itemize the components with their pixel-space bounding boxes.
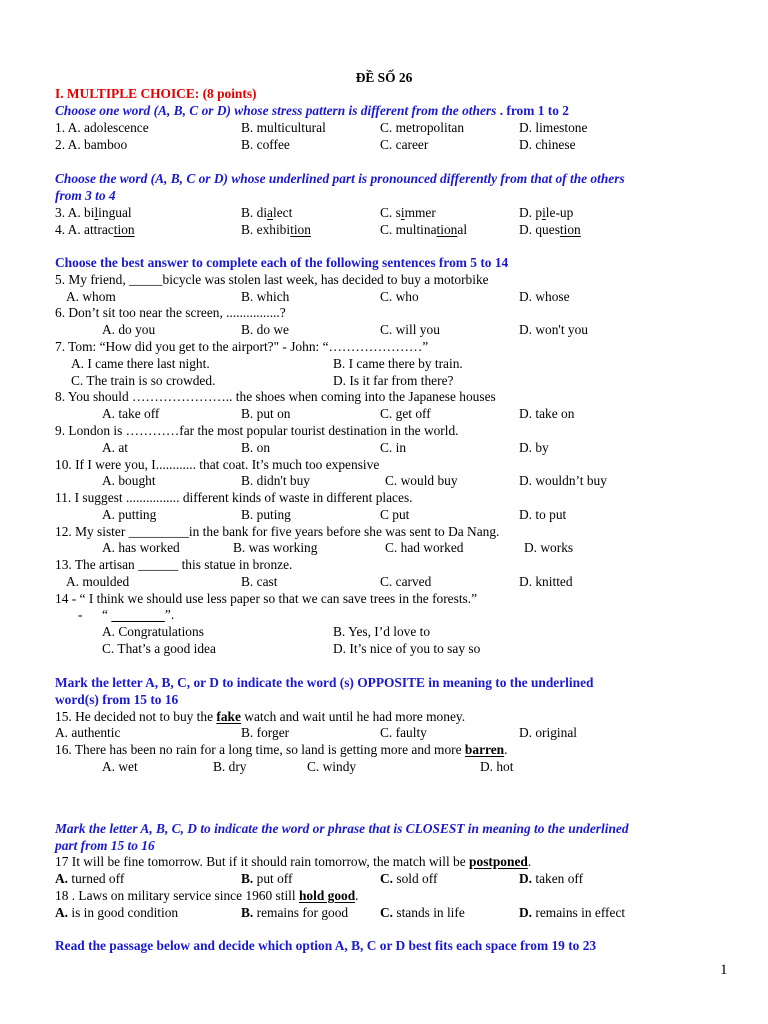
question-7-stem: 7. Tom: “How did you get to the airport?" - John: “…………………” bbox=[55, 339, 429, 354]
q16-option-c[interactable]: C. windy bbox=[307, 759, 357, 774]
pronunciation-instruction: Choose the word (A, B, C or D) whose underlined part is pronounced differently from that of the others bbox=[55, 171, 625, 186]
page-number: 1 bbox=[720, 962, 728, 978]
q15-option-d[interactable]: D. original bbox=[519, 725, 578, 740]
option-b[interactable]: B. dialect bbox=[241, 205, 293, 220]
option-d[interactable]: D. pile-up bbox=[519, 205, 574, 220]
question-16-stem: 16. There has been no rain for a long time, so land is getting more and more barren. bbox=[55, 742, 508, 757]
q12-option-c[interactable]: C. had worked bbox=[385, 540, 464, 555]
option-c[interactable]: C. career bbox=[380, 137, 429, 152]
q12-option-d[interactable]: D. works bbox=[524, 540, 574, 555]
option-a[interactable]: 1. A. adolescence bbox=[55, 120, 149, 135]
q10-option-d[interactable]: D. wouldn’t buy bbox=[519, 473, 607, 488]
question-9-stem: 9. London is …………far the most popular tourist destination in the world. bbox=[55, 423, 459, 438]
question-11-stem: 11. I suggest ................ different kinds of waste in different places. bbox=[55, 490, 413, 505]
q8-option-a[interactable]: A. take off bbox=[102, 406, 160, 421]
q17-option-c[interactable]: C. sold off bbox=[380, 871, 438, 886]
opposite-instruction-range: word(s) from 15 to 16 bbox=[55, 692, 179, 707]
q16-option-b[interactable]: B. dry bbox=[213, 759, 247, 774]
best-answer-instruction: Choose the best answer to complete each of the following sentences from 5 to 14 bbox=[55, 255, 509, 270]
option-d[interactable]: D. question bbox=[519, 222, 581, 237]
question-5-stem: 5. My friend, _____bicycle was stolen last week, has decided to buy a motorbike bbox=[55, 272, 489, 287]
q7-option-a[interactable]: A. I came there last night. bbox=[71, 356, 210, 371]
question-10-stem: 10. If I were you, I............ that coat. It’s much too expensive bbox=[55, 457, 380, 472]
q8-option-d[interactable]: D. take on bbox=[519, 406, 575, 421]
q6-option-a[interactable]: A. do you bbox=[102, 322, 156, 337]
opposite-instruction: Mark the letter A, B, C, or D to indicate the word (s) OPPOSITE in meaning to the underlined bbox=[55, 675, 594, 690]
option-b[interactable]: B. exhibition bbox=[241, 222, 311, 237]
q9-option-d[interactable]: D. by bbox=[519, 440, 549, 455]
q5-option-c[interactable]: C. who bbox=[380, 289, 419, 304]
q8-option-b[interactable]: B. put on bbox=[241, 406, 291, 421]
q13-option-b[interactable]: B. cast bbox=[241, 574, 278, 589]
q6-option-c[interactable]: C. will you bbox=[380, 322, 440, 337]
q9-option-c[interactable]: C. in bbox=[380, 440, 407, 455]
option-c[interactable]: C. metropolitan bbox=[380, 120, 465, 135]
q17-option-d[interactable]: D. taken off bbox=[519, 871, 584, 886]
q13-option-c[interactable]: C. carved bbox=[380, 574, 432, 589]
q14-option-d[interactable]: D. It’s nice of you to say so bbox=[333, 641, 481, 656]
question-13-stem: 13. The artisan ______ this statue in bronze. bbox=[55, 557, 293, 572]
q15-option-a[interactable]: A. authentic bbox=[55, 725, 121, 740]
q10-option-b[interactable]: B. didn't buy bbox=[241, 473, 310, 488]
q15-option-c[interactable]: C. faulty bbox=[380, 725, 427, 740]
closest-instruction-range: part from 15 to 16 bbox=[55, 838, 155, 853]
closest-instruction: Mark the letter A, B, C, D to indicate the word or phrase that is CLOSEST in meaning to the underlined bbox=[55, 821, 629, 836]
option-d[interactable]: D. chinese bbox=[519, 137, 576, 152]
q18-option-c[interactable]: C. stands in life bbox=[380, 905, 465, 920]
q14-option-c[interactable]: C. That’s a good idea bbox=[102, 641, 216, 656]
q6-option-d[interactable]: D. won't you bbox=[519, 322, 588, 337]
question-15-stem: 15. He decided not to buy the fake watch and wait until he had more money. bbox=[55, 709, 466, 724]
q7-option-b[interactable]: B. I came there by train. bbox=[333, 356, 463, 371]
question-17-stem: 17 It will be fine tomorrow. But if it should rain tomorrow, the match will be postponed. bbox=[55, 854, 532, 869]
q14-reply: “ ”. bbox=[102, 607, 175, 622]
option-a[interactable]: 2. A. bamboo bbox=[55, 137, 128, 152]
question-6-stem: 6. Don’t sit too near the screen, ................? bbox=[55, 305, 286, 320]
q11-option-c[interactable]: C put bbox=[380, 507, 410, 522]
option-a[interactable]: 4. A. attraction bbox=[55, 222, 135, 237]
question-18-stem: 18 . Laws on military service since 1960 still hold good. bbox=[55, 888, 359, 903]
q5-option-d[interactable]: D. whose bbox=[519, 289, 570, 304]
q18-option-a[interactable]: A. is in good condition bbox=[55, 905, 179, 920]
q17-option-b[interactable]: B. put off bbox=[241, 871, 293, 886]
q7-option-d[interactable]: D. Is it far from there? bbox=[333, 373, 454, 388]
option-c[interactable]: C. simmer bbox=[380, 205, 436, 220]
pronunciation-instruction-range: from 3 to 4 bbox=[55, 188, 116, 203]
q5-option-b[interactable]: B. which bbox=[241, 289, 290, 304]
q11-option-d[interactable]: D. to put bbox=[519, 507, 567, 522]
q17-option-a[interactable]: A. turned off bbox=[55, 871, 125, 886]
q11-option-a[interactable]: A. putting bbox=[102, 507, 157, 522]
q10-option-a[interactable]: A. bought bbox=[102, 473, 156, 488]
option-b[interactable]: B. coffee bbox=[241, 137, 290, 152]
q18-option-b[interactable]: B. remains for good bbox=[241, 905, 349, 920]
passage-instruction: Read the passage below and decide which option A, B, C or D best fits each space from 19 to 23 bbox=[55, 938, 597, 953]
q6-option-b[interactable]: B. do we bbox=[241, 322, 289, 337]
option-a[interactable]: 3. A. bilingual bbox=[55, 205, 132, 220]
q16-option-a[interactable]: A. wet bbox=[102, 759, 138, 774]
q14-dash: - bbox=[78, 607, 83, 622]
q8-option-c[interactable]: C. get off bbox=[380, 406, 431, 421]
q15-option-b[interactable]: B. forger bbox=[241, 725, 290, 740]
q18-option-d[interactable]: D. remains in effect bbox=[519, 905, 626, 920]
q13-option-a[interactable]: A. moulded bbox=[66, 574, 130, 589]
option-c[interactable]: C. multinational bbox=[380, 222, 468, 237]
q7-option-c[interactable]: C. The train is so crowded. bbox=[71, 373, 216, 388]
stress-instruction: Choose one word (A, B, C or D) whose stress pattern is different from the others . from 1 to 2 bbox=[55, 103, 569, 118]
question-14-stem: 14 - “ I think we should use less paper so that we can save trees in the forests.” bbox=[55, 591, 478, 606]
q13-option-d[interactable]: D. knitted bbox=[519, 574, 573, 589]
exam-title: ĐỀ SỐ 26 bbox=[355, 70, 413, 85]
q10-option-c[interactable]: C. would buy bbox=[385, 473, 458, 488]
q16-option-d[interactable]: D. hot bbox=[480, 759, 514, 774]
q12-option-b[interactable]: B. was working bbox=[233, 540, 318, 555]
q14-option-b[interactable]: B. Yes, I’d love to bbox=[333, 624, 431, 639]
q14-option-a[interactable]: A. Congratulations bbox=[102, 624, 204, 639]
question-8-stem: 8. You should ………………….. the shoes when coming into the Japanese houses bbox=[55, 389, 496, 404]
q12-option-a[interactable]: A. has worked bbox=[102, 540, 180, 555]
option-b[interactable]: B. multicultural bbox=[241, 120, 326, 135]
section-heading: I. MULTIPLE CHOICE: (8 points) bbox=[55, 86, 257, 101]
question-12-stem: 12. My sister _________in the bank for five years before she was sent to Da Nang. bbox=[55, 524, 500, 539]
q9-option-b[interactable]: B. on bbox=[241, 440, 271, 455]
q9-option-a[interactable]: A. at bbox=[102, 440, 129, 455]
q11-option-b[interactable]: B. puting bbox=[241, 507, 291, 522]
q5-option-a[interactable]: A. whom bbox=[66, 289, 116, 304]
option-d[interactable]: D. limestone bbox=[519, 120, 588, 135]
